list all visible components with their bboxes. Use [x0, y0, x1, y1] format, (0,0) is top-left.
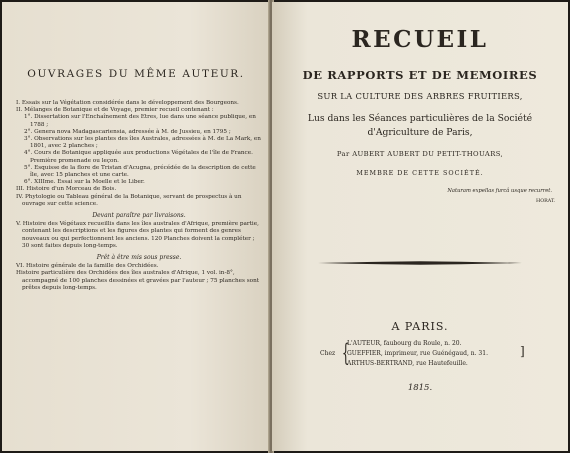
list-item: IV. Phytologie ou Tableau général de la Botanique, servant de prospectus à un ouvrage sur cette science.	[16, 193, 242, 207]
title-page	[272, 2, 568, 451]
list-item: III. Histoire d'un Morceau de Bois.	[16, 186, 117, 193]
list-item: II. Mélanges de Botanique et de Voyage, premier recueil contenant :	[16, 107, 214, 114]
publication-year: 1815.	[407, 383, 433, 393]
subtitle-line-2: SUR LA CULTURE DES ARBRES FRUITIERS,	[317, 91, 523, 101]
list-item: V. Histoire des Végétaux recueillis dans les îles australes d'Afrique, première partie, contenant les descriptions et les figures des plantes qui forment des genres nouveaux ou qui perfectionnent les anciens. 120 Planches doivent la compléter ; 30 sont faites depuis long-temps.	[16, 221, 259, 249]
publisher-line: L'AUTEUR, faubourg du Roule, n. 20.	[347, 340, 462, 347]
left-brace-icon: {	[341, 339, 350, 367]
epigraph: Naturam expellas furcâ usque recurret.	[447, 188, 552, 194]
list-item: 3°. Observations sur les plantes des îles Australes, adressées à M. de La Mark, en 1801, avec 2 planches ;	[24, 136, 261, 150]
list-item: 4°. Cours de Botanique appliquée aux productions Végétales de l'île de France. Première promenade ou leçon.	[24, 150, 253, 164]
book-subtitle: DE RAPPORTS ET DE MEMOIRES	[302, 68, 538, 82]
left-page	[2, 2, 270, 451]
publisher-line: GUEFFIER, imprimeur, rue Guénégaud, n. 31.	[347, 350, 488, 357]
section-heading-presse: Prêt à être mis sous presse.	[96, 254, 182, 262]
ornamental-rule	[318, 260, 522, 266]
list-item: 1°. Dissertation sur l'Enchaînement des Etres, lue dans une séance publique, en 1788 ;	[24, 114, 256, 128]
subtitle-line-3: Lus dans les Séances particulières de la Société	[307, 113, 533, 124]
subtitle-line-4: d'Agriculture de Paris,	[367, 127, 473, 138]
list-item: 5°. Esquisse de la flore de Tristan d'Acugna, précédée de la description de cette île, avec 15 planches et une carte.	[24, 164, 256, 179]
book-title: RECUEIL	[351, 26, 489, 53]
list-item: 2°. Genera nova Madagascariensia, adressée à M. de Jussieu, en 1795 ;	[24, 128, 231, 135]
publisher-line: ARTHUS-BERTRAND, rue Hautefeuille.	[347, 360, 468, 367]
publication-city: A PARIS.	[391, 320, 449, 333]
member-line: MEMBRE DE CETTE SOCIÉTÉ.	[356, 169, 484, 177]
list-item: I. Essais sur la Végétation considérée dans le développement des Bourgeons.	[16, 100, 239, 106]
publisher-prefix: Chez	[320, 350, 336, 357]
section-heading-livraisons: Devant paraître par livraisons.	[92, 212, 186, 220]
left-page-heading: OUVRAGES DU MÊME AUTEUR.	[27, 68, 245, 80]
list-item: Histoire particulière des Orchidées des îles australes d'Afrique, 1 vol. in-8°, accompagné de 100 planches dessinées et gravées par l'auteur ; 75 planches sont prêtes depuis long-temps.	[16, 270, 260, 291]
right-bracket-icon: ]	[520, 344, 525, 358]
works-list	[16, 100, 262, 292]
list-item: 6°. XIIIme. Essai sur la Moelle et le Liber.	[24, 179, 145, 186]
list-item: VI. Histoire générale de la famille des Orchidées.	[16, 263, 159, 270]
author-line: Par AUBERT AUBERT DU PETIT-THOUARS,	[336, 150, 504, 158]
epigraph-attribution: HORAT.	[536, 199, 555, 204]
